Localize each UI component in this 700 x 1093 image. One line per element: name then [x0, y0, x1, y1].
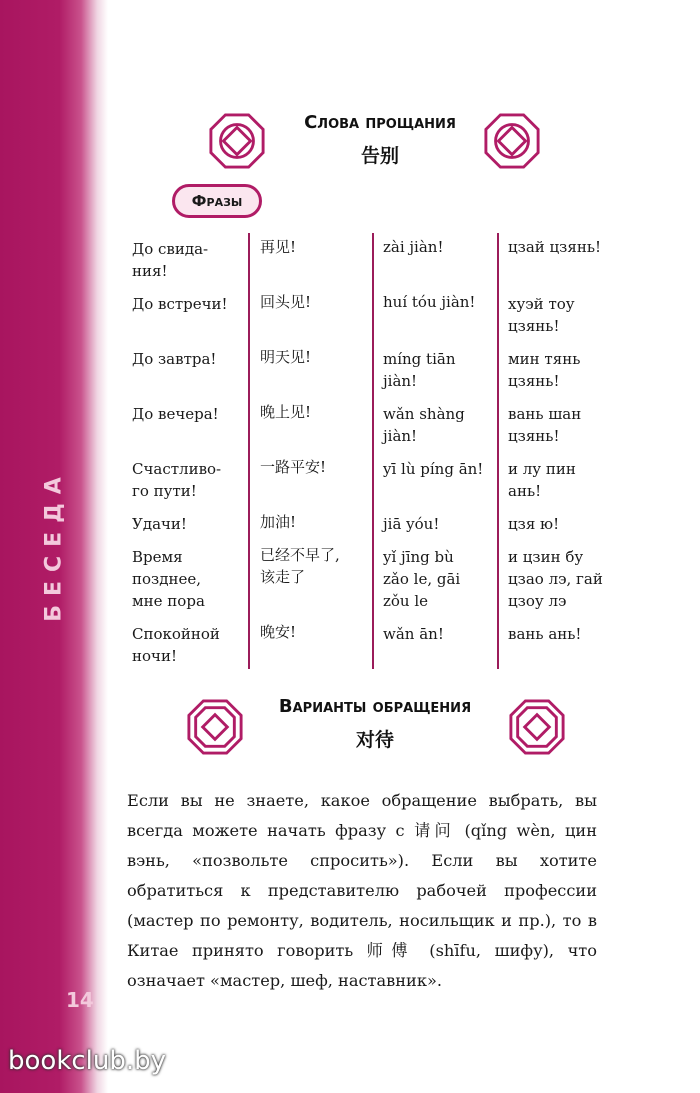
cell-chinese: 明天见!: [260, 348, 312, 366]
cell-transcription: и лу пин ань!: [508, 460, 576, 500]
chapter-title: БЕСЕДА: [41, 468, 67, 622]
cell-chinese: 已经不早了, 该走了: [260, 546, 340, 586]
cell-pinyin: yī lù píng ān!: [383, 460, 484, 478]
section-title-zh: 对待: [355, 729, 394, 751]
cell-pinyin: zài jiàn!: [383, 238, 444, 256]
cell-transcription: цзя ю!: [508, 515, 560, 533]
cell-russian: Время позднее, мне пора: [132, 548, 205, 610]
cell-chinese: 回头见!: [260, 293, 312, 311]
section-heading-addressing: [195, 696, 555, 752]
section-title: Слова прощания: [304, 112, 456, 133]
column-divider: [497, 233, 499, 669]
phrases-badge: Фразы: [172, 184, 262, 218]
cell-pinyin: wǎn ān!: [383, 625, 444, 643]
page-number: 14: [66, 988, 94, 1012]
cell-chinese: 晚安!: [260, 623, 297, 641]
section-title: Варианты обращения: [278, 696, 472, 717]
section-heading-farewell: [200, 112, 560, 168]
cell-chinese: 一路平安!: [260, 458, 327, 476]
watermark: bookclub.by: [8, 1046, 167, 1076]
cell-transcription: вань ань!: [508, 625, 582, 643]
cell-russian: До встречи!: [132, 295, 228, 313]
cell-transcription: цзай цзянь!: [508, 238, 602, 256]
cell-pinyin: míng tiān jiàn!: [383, 350, 456, 390]
section-title-zh: 告别: [360, 145, 399, 167]
body-paragraph: Если вы не знаете, какое обращение выбрать, вы всегда можете начать фразу с 请问 (qǐng wèn, цин вэнь, «позвольте спросить»). Если вы хотите обратиться к представителю рабочей профессии (мастер по ремонту, водитель, носильщик и пр.), то в Китае принято говорить 师傅 (shīfu, шифу), что означает «мастер, шеф, наставник».: [127, 791, 597, 990]
cell-transcription: вань шан цзянь!: [508, 405, 582, 445]
cell-russian: До вечера!: [132, 405, 219, 423]
column-divider: [372, 233, 374, 669]
cell-pinyin: wǎn shàng jiàn!: [383, 405, 465, 445]
cell-chinese: 再见!: [260, 238, 297, 256]
cell-pinyin: yǐ jīng bù zǎo le, gāi zǒu le: [383, 548, 461, 610]
cell-transcription: и цзин бу цзао лэ, гай цзоу лэ: [508, 548, 603, 610]
cell-pinyin: huí tóu jiàn!: [383, 293, 476, 311]
cell-russian: Спокойной ночи!: [132, 625, 220, 665]
cell-russian: До свида- ния!: [132, 240, 209, 280]
cell-pinyin: jiā yóu!: [383, 515, 440, 533]
cell-chinese: 加油!: [260, 513, 297, 531]
column-divider: [248, 233, 250, 669]
cell-transcription: хуэй тоу цзянь!: [508, 295, 575, 335]
cell-russian: Счастливо- го пути!: [132, 460, 222, 500]
cell-russian: Удачи!: [132, 515, 187, 533]
cell-chinese: 晚上见!: [260, 403, 312, 421]
cell-russian: До завтра!: [132, 350, 217, 368]
cell-transcription: мин тянь цзянь!: [508, 350, 581, 390]
